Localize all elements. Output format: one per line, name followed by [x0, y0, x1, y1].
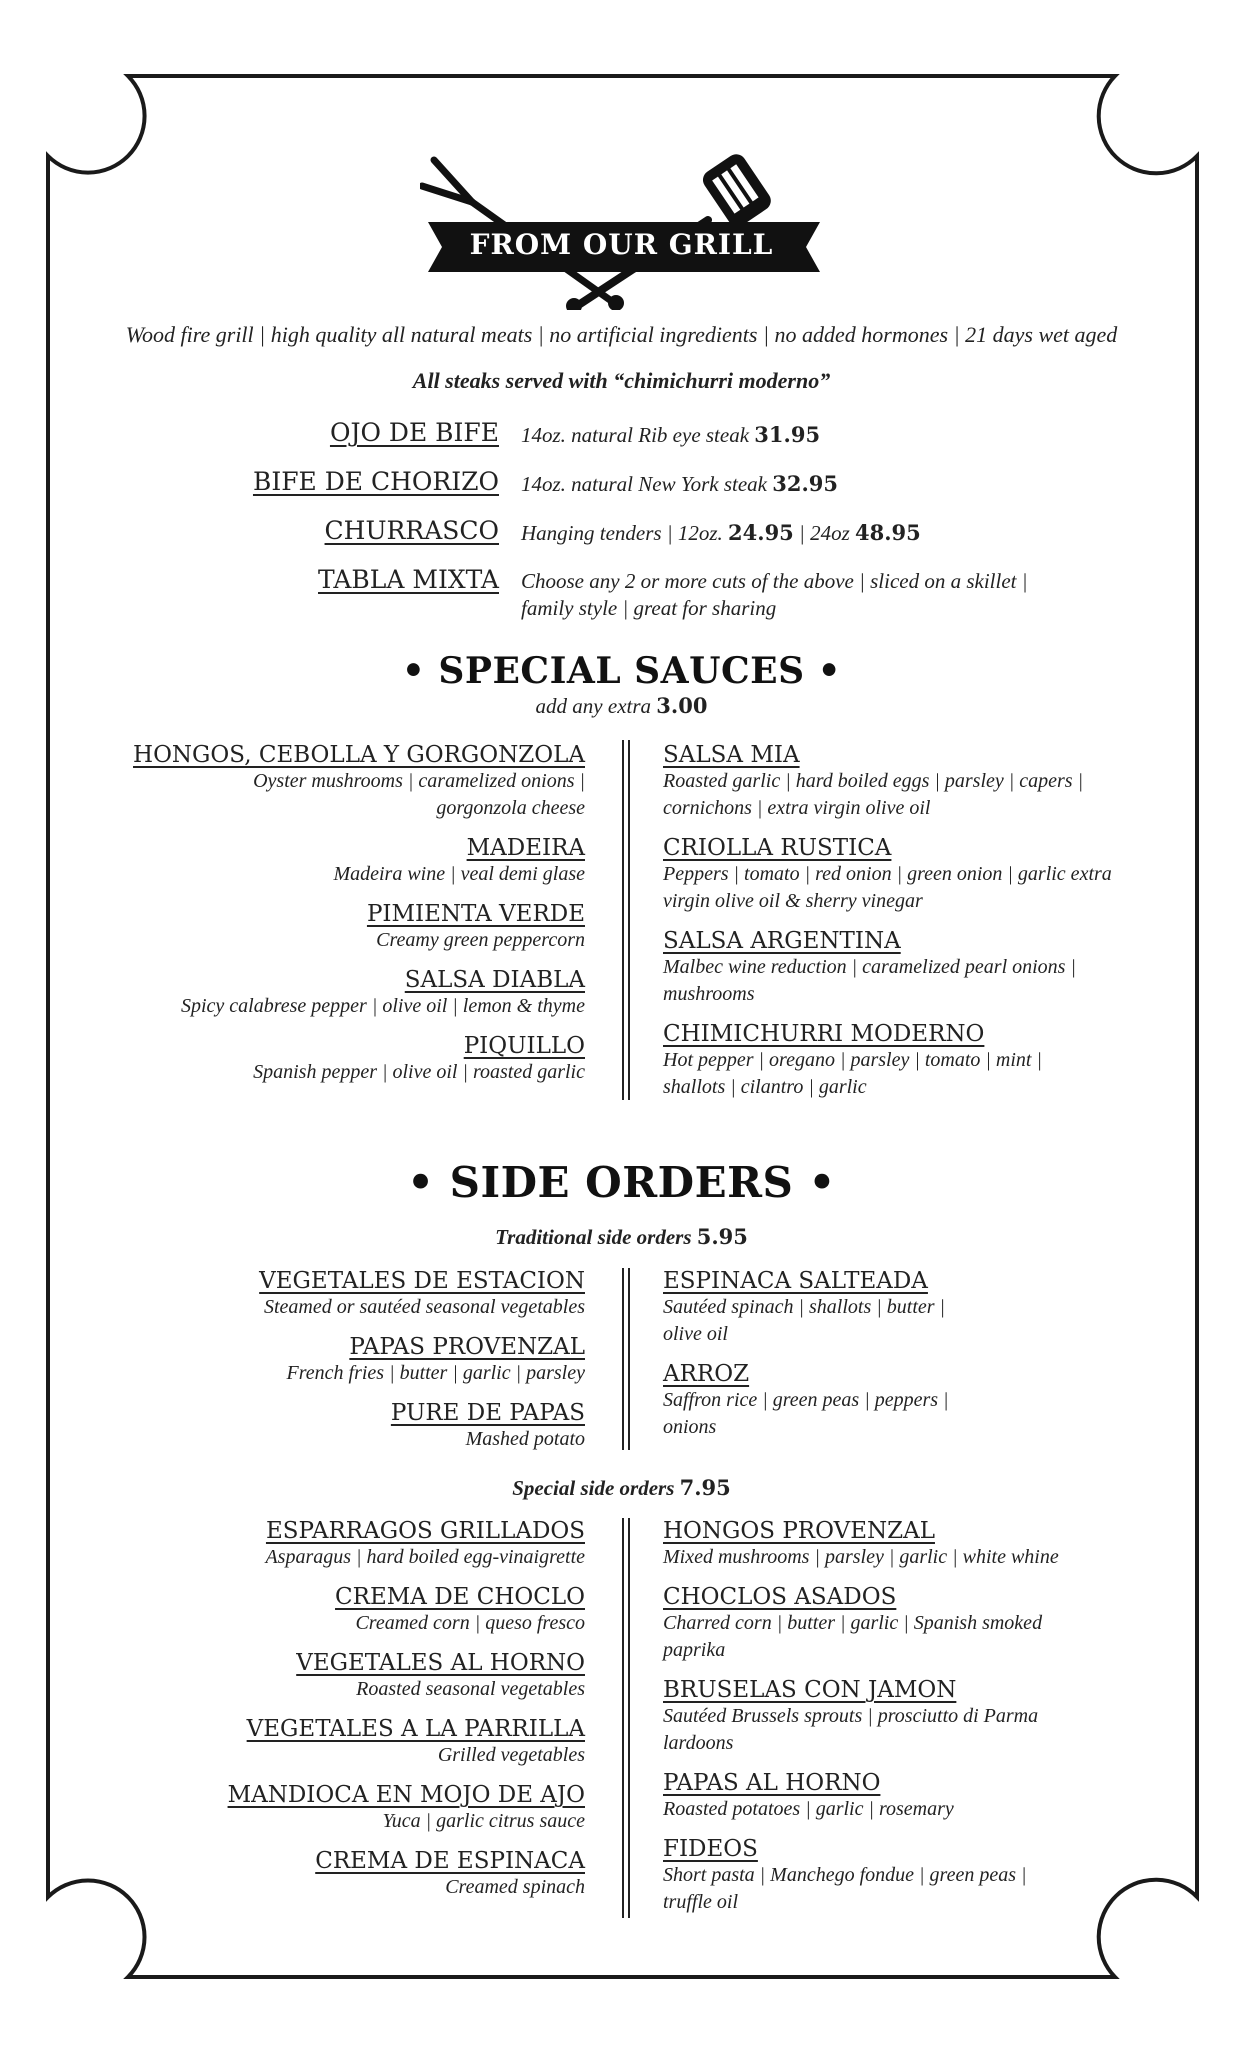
list-item — [105, 901, 585, 954]
side-name: BRUSELAS CON JAMON — [663, 1677, 957, 1703]
sauce-description: Madeira wine | veal demi glase — [333, 863, 585, 885]
list-item — [105, 1650, 585, 1703]
side-name: PAPAS AL HORNO — [663, 1770, 881, 1796]
sauce-description: Hot pepper | oregano | parsley | tomato | mint | — [663, 1049, 1042, 1071]
side-description: Saffron rice | green peas | peppers | — [663, 1389, 949, 1411]
side-name: ARROZ — [663, 1361, 750, 1387]
list-item — [663, 1268, 1173, 1348]
steak-name: CHURRASCO — [324, 516, 499, 545]
side-description: lardoons — [663, 1732, 734, 1754]
list-item — [105, 1268, 585, 1321]
sauce-description: Spanish pepper | olive oil | roasted garlic — [253, 1061, 585, 1083]
side-description: truffle oil — [663, 1891, 738, 1913]
steak-description: Choose any 2 or more cuts of the above | sliced on a skillet | family style | great for sharing — [521, 569, 1028, 620]
sauce-description: cornichons | extra virgin olive oil — [663, 797, 931, 819]
side-description: Roasted seasonal vegetables — [356, 1678, 585, 1700]
column-divider — [628, 1268, 630, 1450]
list-item — [663, 742, 1173, 822]
list-item — [663, 1677, 1173, 1757]
side-name: VEGETALES DE ESTACION — [259, 1268, 585, 1294]
side-name: VEGETALES A LA PARRILLA — [246, 1716, 585, 1742]
sides-section-title: • SIDE ORDERS • — [407, 1158, 836, 1207]
sauce-description: Oyster mushrooms | caramelized onions | — [253, 770, 585, 792]
side-name: CREMA DE CHOCLO — [335, 1584, 585, 1610]
sauce-name: SALSA DIABLA — [404, 967, 585, 993]
side-description: Sautéed Brussels sprouts | prosciutto di Parma — [663, 1705, 1039, 1727]
sauce-name: PIMIENTA VERDE — [366, 901, 585, 927]
sauce-name: PIQUILLO — [463, 1033, 585, 1059]
sauce-name: CRIOLLA RUSTICA — [663, 835, 892, 861]
side-name: CREMA DE ESPINACA — [315, 1848, 585, 1874]
column-divider — [622, 740, 624, 1100]
list-item — [105, 1584, 585, 1637]
sauce-description: Malbec wine reduction | caramelized pearl onions | — [663, 956, 1076, 978]
sauce-name: CHIMICHURRI MODERNO — [663, 1021, 985, 1047]
side-name: FIDEOS — [663, 1836, 758, 1862]
sauce-description: Roasted garlic | hard boiled eggs | parsley | capers | — [663, 770, 1084, 792]
list-item — [663, 1770, 1173, 1823]
steak-name: OJO DE BIFE — [329, 418, 499, 447]
sauce-description: gorgonzola cheese — [436, 797, 585, 819]
sauce-name: SALSA ARGENTINA — [663, 928, 901, 954]
side-description: Asparagus | hard boiled egg-vinaigrette — [265, 1546, 585, 1568]
side-name: ESPARRAGOS GRILLADOS — [265, 1518, 585, 1544]
list-item — [105, 1716, 585, 1769]
steak-description: 14oz. natural Rib eye steak 31.95 — [521, 422, 821, 447]
sauces-section-title: • SPECIAL SAUCES • — [401, 650, 842, 692]
list-item — [105, 1334, 585, 1387]
steak-name: TABLA MIXTA — [318, 565, 499, 594]
column-divider — [628, 740, 630, 1100]
side-description: Creamed corn | queso fresco — [355, 1612, 585, 1634]
side-description: Sautéed spinach | shallots | butter | — [663, 1296, 946, 1318]
list-item — [663, 928, 1173, 1008]
steaks-note: All steaks served with “chimichurri moderno” — [412, 368, 831, 393]
list-item — [663, 1021, 1173, 1101]
traditional-sides-label: Traditional side orders 5.95 — [495, 1224, 748, 1249]
sauce-name: HONGOS, CEBOLLA Y GORGONZOLA — [133, 742, 585, 768]
sauce-name: MADEIRA — [466, 835, 585, 861]
steak-description: 14oz. natural New York steak 32.95 — [521, 471, 839, 496]
sauce-description: shallots | cilantro | garlic — [663, 1076, 867, 1098]
list-item — [663, 835, 1173, 915]
list-item — [663, 1836, 1173, 1916]
list-item — [105, 967, 585, 1020]
list-item — [105, 1518, 585, 1571]
sauce-description: Creamy green peppercorn — [376, 929, 585, 951]
list-item — [105, 742, 585, 822]
side-description: Charred corn | butter | garlic | Spanish smoked — [663, 1612, 1043, 1634]
grill-section-title: FROM OUR GRILL — [469, 228, 774, 261]
steak-name: BIFE DE CHORIZO — [252, 467, 499, 496]
side-description: Grilled vegetables — [437, 1744, 585, 1766]
side-description: Yuca | garlic citrus sauce — [382, 1810, 585, 1832]
list-item — [105, 1033, 585, 1086]
column-divider — [622, 1268, 624, 1450]
side-description: Steamed or sautéed seasonal vegetables — [263, 1296, 585, 1318]
side-name: PAPAS PROVENZAL — [349, 1334, 585, 1360]
side-name: HONGOS PROVENZAL — [663, 1518, 935, 1544]
list-item — [105, 1400, 585, 1453]
sauce-name: SALSA MIA — [663, 742, 800, 768]
list-item — [663, 1518, 1173, 1571]
list-item — [663, 1361, 1173, 1441]
sauce-description: Spicy calabrese pepper | olive oil | lemon & thyme — [180, 995, 585, 1017]
special-sides-label: Special side orders 7.95 — [512, 1475, 731, 1500]
side-name: CHOCLOS ASADOS — [663, 1584, 897, 1610]
side-description: French fries | butter | garlic | parsley — [286, 1362, 585, 1384]
list-item — [105, 1782, 585, 1835]
list-item — [663, 1584, 1173, 1664]
column-divider — [628, 1518, 630, 1918]
side-name: PURE DE PAPAS — [390, 1400, 585, 1426]
list-item — [105, 1848, 585, 1901]
sauce-description: Peppers | tomato | red onion | green onion | garlic extra — [663, 863, 1112, 885]
sauce-description: virgin olive oil & sherry vinegar — [663, 890, 923, 912]
column-divider — [622, 1518, 624, 1918]
sauce-description: mushrooms — [663, 983, 755, 1005]
list-item — [105, 835, 585, 888]
side-name: VEGETALES AL HORNO — [296, 1650, 585, 1676]
side-description: Mixed mushrooms | parsley | garlic | white whine — [663, 1546, 1059, 1568]
grill-tagline: Wood fire grill | high quality all natural meats | no artificial ingredients | no added hormones | 21 days wet aged — [125, 322, 1118, 347]
side-name: ESPINACA SALTEADA — [663, 1268, 928, 1294]
steak-description: Hanging tenders | 12oz. 24.95 | 24oz 48.95 — [521, 520, 921, 545]
side-description: olive oil — [663, 1323, 728, 1345]
side-description: Roasted potatoes | garlic | rosemary — [663, 1798, 954, 1820]
side-description: Mashed potato — [465, 1428, 585, 1450]
side-description: paprika — [663, 1639, 726, 1661]
side-description: Creamed spinach — [445, 1876, 585, 1898]
side-description: Short pasta | Manchego fondue | green peas | — [663, 1864, 1027, 1886]
side-name: MANDIOCA EN MOJO DE AJO — [227, 1782, 585, 1808]
sauces-subtitle: add any extra 3.00 — [535, 693, 708, 718]
side-description: onions — [663, 1416, 717, 1438]
